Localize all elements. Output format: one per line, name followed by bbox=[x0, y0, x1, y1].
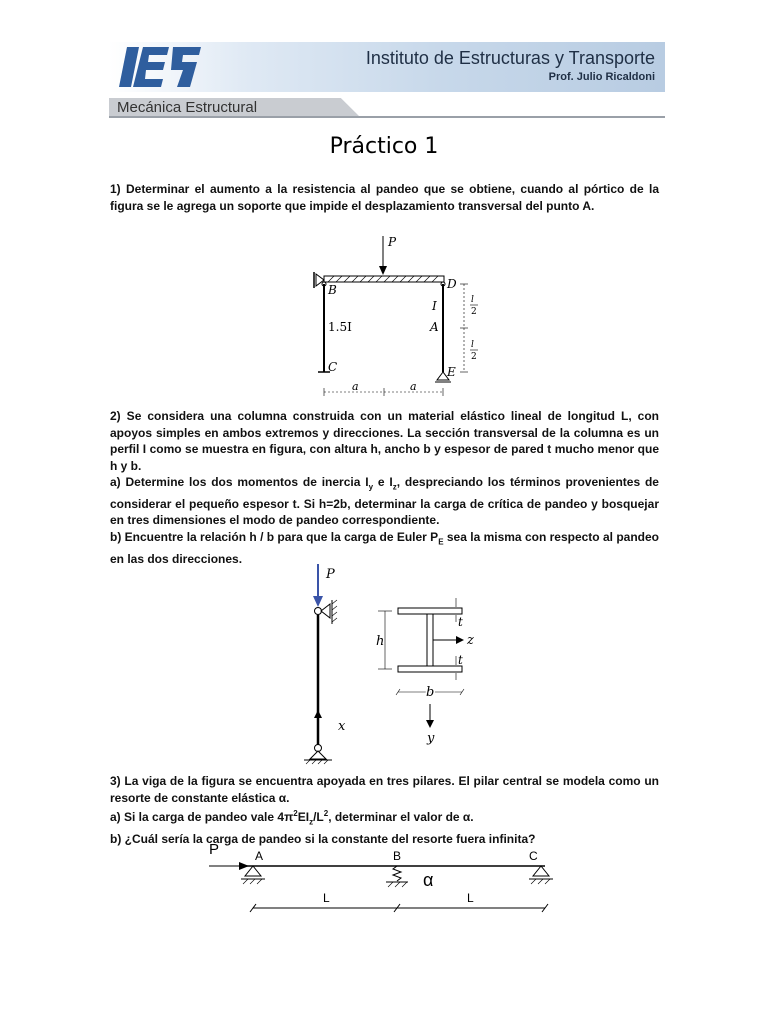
label-C: C bbox=[328, 360, 338, 374]
svg-text:l: l bbox=[471, 295, 474, 305]
label-z: z bbox=[467, 633, 474, 648]
label-P: P bbox=[388, 235, 397, 249]
professor-name: Prof. Julio Ricaldoni bbox=[548, 71, 655, 83]
label-x: x bbox=[338, 719, 346, 734]
label-b: b bbox=[426, 685, 435, 700]
problem-1-text: 1) Determinar el aumento a la resistencia al pandeo que se obtiene, cuando al pórtico de la figura se le agrega un soporte que impide el desplazamiento transversal del punto A. bbox=[110, 182, 659, 213]
label-A: A bbox=[430, 320, 439, 334]
label-B3: B bbox=[393, 849, 402, 863]
svg-text:l: l bbox=[471, 340, 474, 350]
label-C3: C bbox=[529, 849, 538, 863]
label-L1: L bbox=[323, 891, 330, 905]
svg-text:a: a bbox=[352, 380, 359, 393]
svg-text:2: 2 bbox=[471, 307, 477, 317]
problem-2-text: 2) Se considera una columna construida con un material elástico lineal de longitud L, con apoyos simples en ambos extremos y direcciones. La sección transversal de la columna es un perfil I como se muestra en figura, con altura h, ancho b y espesor de pared t mucho menor que h y b. a) Determine los dos momentos de inercia $I_y$ e $I_z$, despreciando los términos provenientes de considerar el pequeño espesor t. Si h=2b, determinar la carga de crítica de pandeo y bosquejar en tres dimensiones el modo de pandeo correspondiente. b) Encuentre la relación h / b para que la carga de Euler $P_E$ sea la misma con respecto al pandeo en las dos direcciones. bbox=[110, 409, 659, 566]
label-t2: t bbox=[458, 653, 463, 667]
institute-header bbox=[109, 42, 665, 92]
label-D: D bbox=[447, 277, 457, 291]
label-h: h bbox=[376, 634, 385, 649]
label-L2: L bbox=[467, 891, 474, 905]
label-alpha: α bbox=[423, 870, 434, 890]
label-1.5I: 1.5I bbox=[328, 320, 352, 334]
label-y: y bbox=[427, 731, 435, 746]
problem-3-text: 3) La viga de la figura se encuentra apoyada en tres pilares. El pilar central se modela como un resorte de constante elástica α. a) Si la carga de pandeo vale $4\pi^2EI_z/L^2$, determinar el valor de α. b) ¿Cuál sería la carga de pandeo si la constante del resorte fuera infinita? bbox=[110, 774, 659, 846]
page-title: Práctico 1 bbox=[329, 134, 439, 159]
course-bar bbox=[109, 98, 665, 118]
institute-name: Instituto de Estructuras y Transporte bbox=[365, 48, 655, 68]
label-I: I bbox=[432, 299, 437, 313]
label-A3: A bbox=[255, 849, 264, 863]
label-t1: t bbox=[458, 615, 463, 629]
svg-text:a: a bbox=[410, 380, 417, 393]
label-B: B bbox=[328, 283, 337, 297]
label-E: E bbox=[447, 365, 456, 379]
course-name: Mecánica Estructural bbox=[117, 99, 258, 116]
column-section-figure bbox=[290, 560, 490, 765]
label-P2: P bbox=[326, 567, 335, 582]
iet-logo-icon bbox=[119, 45, 201, 89]
label-P3: P bbox=[209, 841, 220, 858]
frame-figure bbox=[300, 232, 500, 402]
svg-text:2: 2 bbox=[471, 352, 477, 362]
spring-beam-figure bbox=[205, 838, 565, 918]
